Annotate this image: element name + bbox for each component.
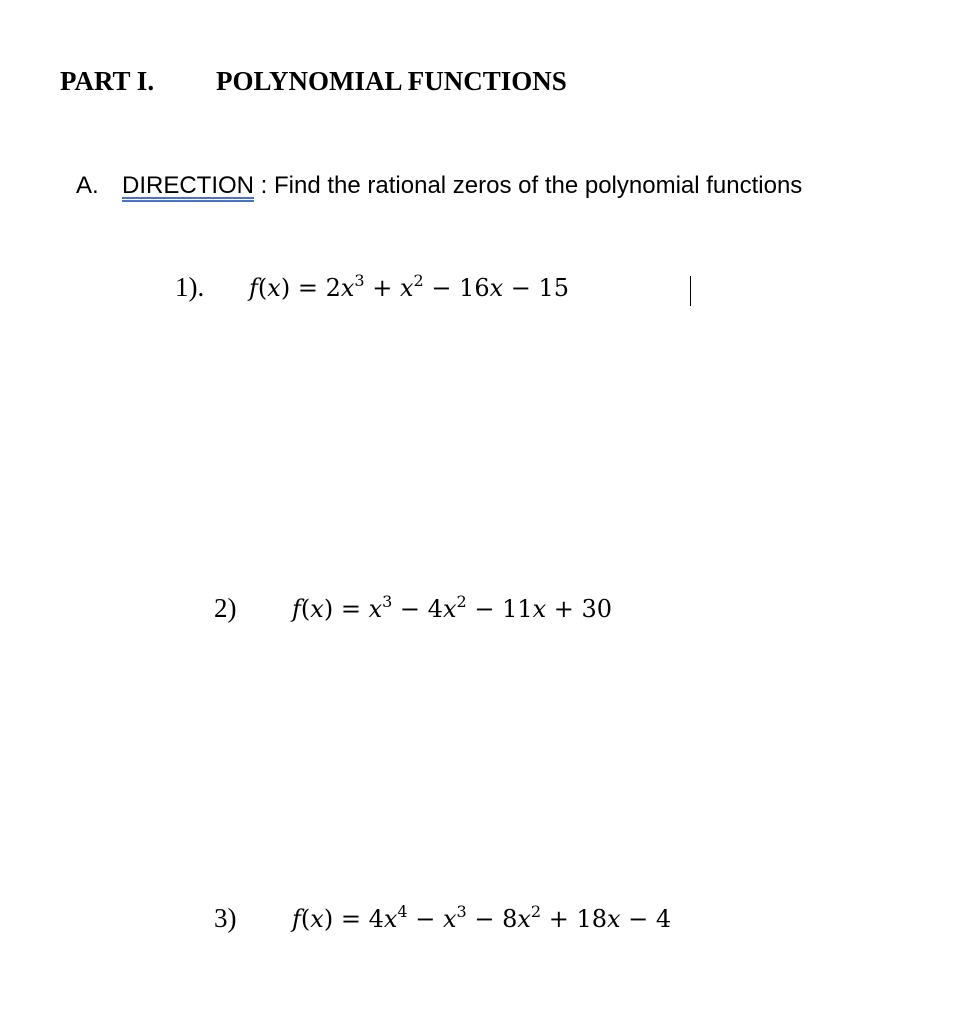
problem-number: 1). bbox=[175, 272, 205, 302]
problem-equation: $f(x) = 4x^4 - x^3 - 8x^2 + 18x - 4$ bbox=[292, 902, 672, 933]
problem-equation: $f(x) = 2x^3 + x^2 - 16x - 15$ bbox=[249, 271, 570, 302]
section-direction bbox=[76, 172, 802, 200]
problem-3 bbox=[214, 903, 671, 934]
part-title: POLYNOMIAL FUNCTIONS bbox=[216, 66, 567, 96]
section-letter: A. bbox=[76, 172, 99, 199]
problem-equation: $f(x) = x^3 - 4x^2 - 11x + 30$ bbox=[292, 592, 613, 623]
direction-label: DIRECTION bbox=[122, 172, 254, 199]
direction-separator: : bbox=[254, 172, 275, 199]
part-heading bbox=[60, 66, 567, 97]
problem-number: 2) bbox=[214, 593, 237, 623]
problem-2 bbox=[214, 593, 612, 624]
problem-1 bbox=[175, 272, 569, 303]
direction-instruction: Find the rational zeros of the polynomial functions bbox=[274, 172, 803, 199]
part-label: PART I. bbox=[60, 66, 155, 96]
problem-number: 3) bbox=[214, 903, 237, 933]
text-cursor bbox=[690, 276, 691, 306]
